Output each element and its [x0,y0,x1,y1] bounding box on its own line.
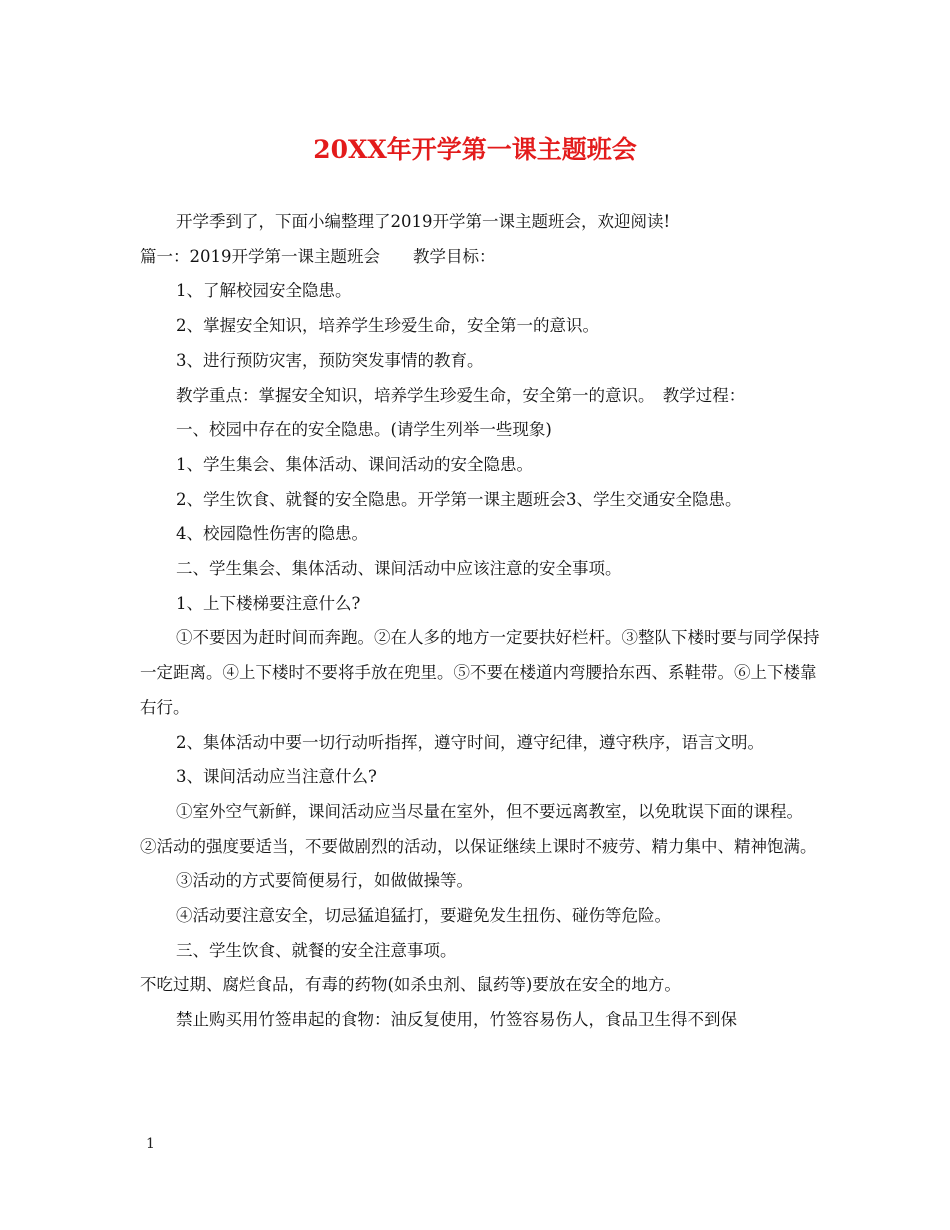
paragraph-group-activity: 2、集体活动中要一切行动听指挥，遵守时间，遵守纪律，遵守秩序，语言文明。 [176,732,764,752]
list-item: ③活动的方式要简便易行，如做做操等。 [176,871,473,891]
list-item: 1、上下楼梯要注意什么? [176,593,361,613]
list-item: 2、学生饮食、就餐的安全隐患。开学第一课主题班会3、学生交通安全隐患。 [176,489,742,509]
section-heading: 一、校园中存在的安全隐患。(请学生列举一些现象) [176,420,552,440]
list-item: 4、校园隐性伤害的隐患。 [176,524,368,544]
list-item: 3、课间活动应当注意什么? [176,767,377,787]
list-item: 3、进行预防灾害，预防突发事情的教育。 [176,350,484,370]
document-body [140,205,820,1038]
section-heading: 三、学生饮食、就餐的安全注意事项。 [176,940,457,960]
paragraph-section-heading: 篇一：2019开学第一课主题班会 教学目标： [140,246,496,266]
section-heading: 二、学生集会、集体活动、课间活动中应该注意的安全事项。 [176,559,622,579]
document-title: 20XX年开学第一课主题班会 [313,135,637,164]
paragraph-skewer-food: 禁止购买用竹签串起的食物：油反复使用，竹签容易伤人，食品卫生得不到保 [176,1010,737,1030]
paragraph-intro: 开学季到了，下面小编整理了2019开学第一课主题班会，欢迎阅读! [176,212,671,231]
list-item: 2、掌握安全知识，培养学生珍爱生命，安全第一的意识。 [176,316,599,336]
paragraph-food-safety: 不吃过期、腐烂食品，有毒的药物(如杀虫剂、鼠药等)要放在安全的地方。 [140,975,681,995]
list-item: 1、学生集会、集体活动、课间活动的安全隐患。 [176,454,533,474]
paragraph-key-points: 教学重点：掌握安全知识，培养学生珍爱生命，安全第一的意识。 教学过程： [176,385,746,405]
paragraph-stairs-rules: ①不要因为赶时间而奔跑。②在人多的地方一定要扶好栏杆。③整队下楼时要与同学保持一定距离。④上下楼时不要将手放在兜里。⑤不要在楼道内弯腰拾东西、系鞋带。⑥上下楼靠右行。 [140,628,820,717]
list-item: ④活动要注意安全，切忌猛追猛打，要避免发生扭伤、碰伤等危险。 [176,906,671,926]
page-number: 1 [146,1136,155,1152]
paragraph-break-activity: ①室外空气新鲜，课间活动应当尽量在室外，但不要远离教室，以免耽误下面的课程。 ②活动的强度要适当，不要做剧烈的活动，以保证继续上课时不疲劳、精力集中、精神饱满。 [140,801,817,856]
list-item: 1、了解校园安全隐患。 [176,281,352,301]
